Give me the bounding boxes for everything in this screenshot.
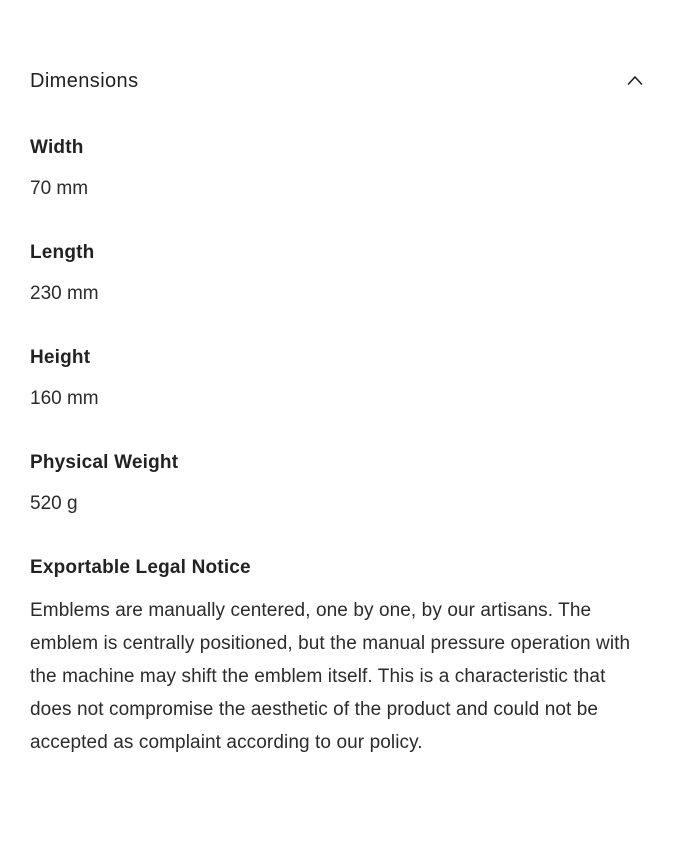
legal-notice-body: Emblems are manually centered, one by one, by our artisans. The emblem is centrally positioned, but the manual pressure operation with the machine may shift the emblem itself. This is a characteristic that does not compromise the aesthetic of the product and could not be accepted as complaint according to our policy. [30, 600, 631, 753]
spec-value: 160 mm [30, 388, 99, 409]
spec-value: 520 g [30, 493, 78, 514]
spec-label: Height [30, 347, 91, 368]
spec-value: 70 mm [30, 178, 89, 199]
spec-item-width [30, 136, 648, 200]
collapse-section-button[interactable] [622, 68, 648, 94]
chevron-up-icon [624, 70, 646, 92]
spec-label: Physical Weight [30, 452, 179, 473]
accordion-title: Dimensions [30, 69, 139, 92]
legal-notice-title: Exportable Legal Notice [30, 557, 251, 578]
spec-value: 230 mm [30, 283, 99, 304]
dimensions-accordion-header[interactable] [30, 68, 648, 94]
spec-item-height [30, 346, 648, 410]
legal-notice-block [30, 556, 648, 759]
spec-item-physical-weight [30, 451, 648, 515]
spec-label: Length [30, 242, 95, 263]
spec-item-length [30, 241, 648, 305]
spec-label: Width [30, 137, 84, 158]
accordion-body [30, 136, 648, 759]
